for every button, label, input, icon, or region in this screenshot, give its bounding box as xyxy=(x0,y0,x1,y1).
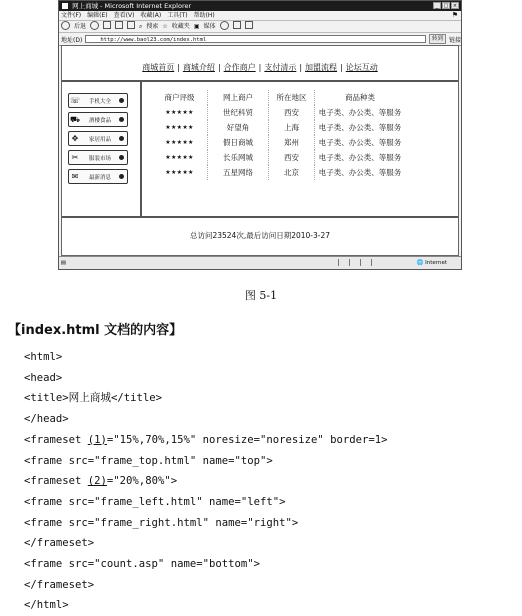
category-cell: 电子类、办公类、等服务 xyxy=(315,150,406,165)
table-row xyxy=(152,150,405,165)
refresh-icon[interactable] xyxy=(115,21,123,29)
rating-cell: ★★★★★ xyxy=(165,139,194,146)
frame-right xyxy=(142,82,458,216)
merchant-cell[interactable]: 五星网络 xyxy=(208,165,269,180)
menu-view[interactable]: 查看(V) xyxy=(113,12,135,19)
figure-caption: 图 5-1 xyxy=(244,289,278,302)
side-button-food[interactable] xyxy=(68,112,128,127)
column-header: 商户评级 xyxy=(164,93,195,102)
code-line: <frame src="frame_top.html" name="top"> xyxy=(24,454,273,467)
rating-cell: ★★★★★ xyxy=(165,169,194,176)
bullet-icon xyxy=(119,117,124,122)
table-row xyxy=(152,165,405,180)
search-icon[interactable]: ⌕ xyxy=(139,23,143,30)
visit-counter: 总访问23524次,最后访问日期2010-3-27 xyxy=(189,231,331,240)
bullet-icon xyxy=(119,98,124,103)
side-button-label: 酒楼食品 xyxy=(88,117,111,124)
side-button-label: 家居用品 xyxy=(88,136,111,143)
merchant-cell[interactable]: 长乐网城 xyxy=(208,150,269,165)
bullet-icon xyxy=(119,155,124,160)
nav-separator: | xyxy=(258,63,262,72)
nav-join-link[interactable]: 加盟流程 xyxy=(305,63,338,72)
code-fragment: ="15%,70%,15%" noresize="noresize" border=1> xyxy=(106,433,388,446)
frame-middle xyxy=(62,82,458,218)
close-button[interactable]: × xyxy=(452,3,458,9)
minimize-button[interactable]: _ xyxy=(433,2,441,9)
menu-bar xyxy=(59,11,461,21)
go-button[interactable]: 转到 xyxy=(429,34,446,44)
side-button-label: 服装市场 xyxy=(88,155,111,162)
nav-about-link[interactable]: 商城介绍 xyxy=(182,63,215,72)
media-icon[interactable]: ▣ xyxy=(193,23,200,30)
code-line: </frameset> xyxy=(24,578,95,591)
back-icon[interactable] xyxy=(61,21,70,30)
rating-cell: ★★★★★ xyxy=(165,109,194,116)
nav-separator: | xyxy=(177,63,180,72)
frame-left xyxy=(62,82,142,216)
region-cell: 北京 xyxy=(269,165,315,180)
column-header: 所在地区 xyxy=(269,90,315,105)
code-line: </html> xyxy=(24,599,69,612)
nav-forum-link[interactable]: 论坛互动 xyxy=(345,63,378,72)
code-line: </frameset> xyxy=(24,537,95,550)
page-icon: ▤ xyxy=(59,260,66,266)
window-controls xyxy=(433,2,459,9)
code-fragment: ="20%,80%"> xyxy=(106,475,178,488)
back-button[interactable]: 后退 xyxy=(74,23,87,30)
frame-bottom xyxy=(62,218,458,255)
menu-edit[interactable]: 编辑(E) xyxy=(87,12,108,19)
section-heading: 【index.html 文档的内容】 xyxy=(8,323,183,338)
rating-cell: ★★★★★ xyxy=(165,124,194,131)
code-line: <frame src="frame_right.html" name="right"> xyxy=(24,516,299,529)
favorites-button[interactable]: 收藏夹 xyxy=(171,23,190,30)
side-button-label: 最新消息 xyxy=(88,174,111,181)
news-icon: ✉ xyxy=(71,172,79,181)
table-header-row xyxy=(152,90,405,105)
clothing-icon: ✂ xyxy=(71,153,79,162)
rating-cell: ★★★★★ xyxy=(165,154,194,161)
frame-top xyxy=(62,46,458,82)
nav-separator: | xyxy=(217,63,221,72)
category-cell: 电子类、办公类、等服务 xyxy=(315,105,406,120)
favorites-icon[interactable]: ☆ xyxy=(162,23,168,30)
code-line: <frame src="frame_left.html" name="left"> xyxy=(24,495,286,508)
menu-tools[interactable]: 工具(T) xyxy=(167,12,188,19)
code-line: <title>网上商城</title> xyxy=(24,392,163,405)
mail-icon[interactable] xyxy=(233,21,241,29)
region-cell: 上海 xyxy=(269,120,315,135)
nav-payment-link[interactable]: 支付清示 xyxy=(264,63,297,72)
stop-icon[interactable] xyxy=(103,21,111,29)
home-icon[interactable] xyxy=(127,21,135,29)
address-label: 地址(D) xyxy=(61,36,83,44)
category-cell: 电子类、办公类、等服务 xyxy=(315,120,406,135)
code-fragment: <frameset xyxy=(24,475,88,488)
page-viewport xyxy=(61,45,459,256)
code-line xyxy=(24,471,388,492)
code-line xyxy=(24,430,388,451)
links-label[interactable]: 链接 xyxy=(448,36,461,44)
category-cell: 电子类、办公类、等服务 xyxy=(315,165,406,180)
toolbar xyxy=(59,21,461,33)
category-cell: 电子类、办公类、等服务 xyxy=(315,135,406,150)
media-button[interactable]: 媒体 xyxy=(203,23,216,30)
table-row xyxy=(152,135,405,150)
address-input[interactable]: http://www.baol23.com/index.html xyxy=(85,35,426,43)
forward-icon[interactable] xyxy=(90,21,99,30)
code-fragment: <frameset xyxy=(24,433,88,446)
phone-icon: ☏ xyxy=(69,96,80,105)
menu-favorites[interactable]: 收藏(A) xyxy=(140,12,162,19)
side-button-phones[interactable] xyxy=(68,93,128,108)
status-cells xyxy=(338,259,379,266)
window-title: 网上商城 - Microsoft Internet Explorer xyxy=(72,2,192,10)
code-line: </head> xyxy=(24,413,69,426)
nav-partners-link[interactable]: 合作商户 xyxy=(223,63,256,72)
maximize-button[interactable]: □ xyxy=(443,3,449,9)
merchant-cell[interactable]: 假日商城 xyxy=(208,135,269,150)
column-header: 网上商户 xyxy=(208,90,269,105)
merchant-cell[interactable]: 好望角 xyxy=(208,120,269,135)
home-goods-icon: ✥ xyxy=(71,134,79,143)
table-row xyxy=(152,105,405,120)
title-bar xyxy=(59,1,461,11)
internet-zone: 🌐 Internet xyxy=(416,260,447,266)
windows-flag-icon: ⚑ xyxy=(451,11,458,19)
code-listing xyxy=(24,347,388,616)
status-bar xyxy=(59,256,461,269)
ie-icon xyxy=(62,3,68,9)
region-cell: 西安 xyxy=(269,105,315,120)
car-icon: ⛟ xyxy=(69,114,81,124)
nav-home-link[interactable]: 商城首页 xyxy=(142,63,175,72)
code-line: <html> xyxy=(24,351,63,363)
menu-help[interactable]: 帮助(H) xyxy=(193,12,215,19)
code-line: <head> xyxy=(24,371,63,384)
merchant-cell[interactable]: 世纪科贸 xyxy=(208,105,269,120)
menu-file[interactable]: 文件(F) xyxy=(61,12,82,19)
zone-label: Internet xyxy=(425,260,447,266)
browser-window xyxy=(58,0,462,270)
region-cell: 郑州 xyxy=(269,135,315,150)
bullet-icon xyxy=(119,174,124,179)
table-row xyxy=(152,120,405,135)
side-button-home[interactable] xyxy=(68,131,128,146)
region-cell: 西安 xyxy=(269,150,315,165)
code-line: <frame src="count.asp" name="bottom"> xyxy=(24,558,260,571)
nav-separator: | xyxy=(299,63,303,72)
merchant-table xyxy=(152,90,405,180)
fill-in-blank-2: (2) xyxy=(87,475,107,488)
bullet-icon xyxy=(119,136,124,141)
column-header: 商品种类 xyxy=(315,90,406,105)
top-navigation xyxy=(62,62,458,73)
history-icon[interactable] xyxy=(220,21,229,30)
search-button[interactable]: 搜索 xyxy=(146,23,159,30)
fill-in-blank-1: (1) xyxy=(87,433,107,446)
side-button-news[interactable] xyxy=(68,169,128,184)
print-icon[interactable] xyxy=(245,21,253,29)
side-button-clothing[interactable] xyxy=(68,150,128,165)
nav-separator: | xyxy=(340,63,343,72)
side-button-label: 手机大全 xyxy=(88,98,111,105)
